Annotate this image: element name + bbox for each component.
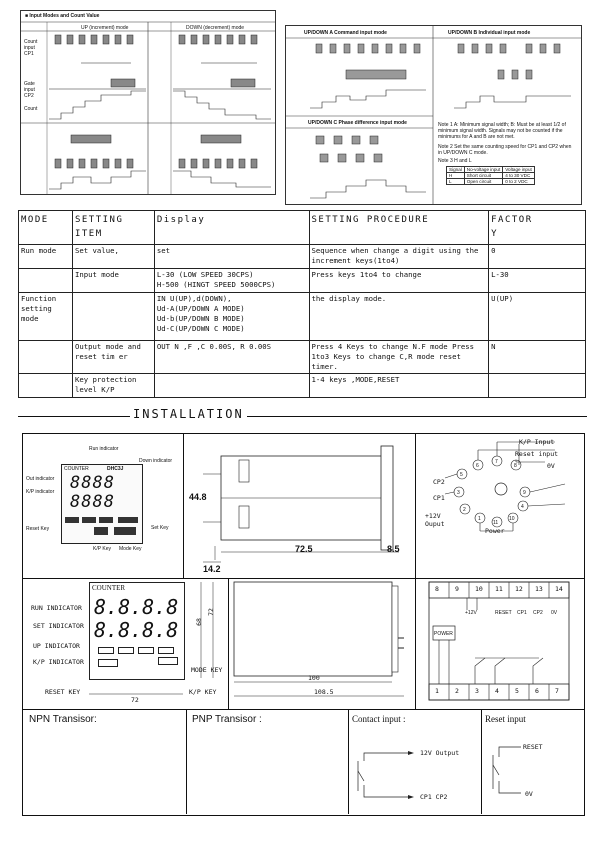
ud-a-title: UP/DOWN A Command input mode xyxy=(304,30,387,36)
head-factory-line2: Y xyxy=(491,229,499,239)
front2-counter-label: COUNTER xyxy=(92,584,126,592)
kp-key-label-2: K/P KEY xyxy=(189,688,217,696)
ud-b-title: UP/DOWN B Individual input mode xyxy=(448,30,531,36)
timing-waveforms xyxy=(21,11,275,194)
row5-factory xyxy=(489,374,586,398)
row1-mode: Run mode xyxy=(19,245,73,269)
front-key-set[interactable] xyxy=(118,517,138,523)
term-pin-6: 6 xyxy=(535,687,539,695)
row4-display: OUT N ,F ,C 0.00S, R 0.00S xyxy=(154,341,309,374)
row3-item xyxy=(72,293,154,341)
front-panel-cell xyxy=(23,434,184,579)
row4-factory: N xyxy=(489,341,586,374)
reset-0v: 0V xyxy=(525,790,533,798)
row2-procedure: Press keys 1to4 to change xyxy=(309,269,489,293)
installation-rule-left xyxy=(18,416,130,417)
pin-7: 7 xyxy=(495,459,498,465)
side2-depth: 100 xyxy=(308,674,320,682)
term-pin-13: 13 xyxy=(535,585,543,593)
out-indicator-label: Out indicator xyxy=(26,476,55,482)
count-input-label: Count input CP1 xyxy=(24,39,38,57)
set-indicator-label-2: SET INDICATOR xyxy=(33,622,84,630)
kp-indicator-label: K/P indicator xyxy=(26,489,55,495)
front-model-label: DHC3J xyxy=(107,466,124,472)
diagram-title-text: Input Modes and Count Value xyxy=(29,13,100,19)
front-panel-labeled-cell xyxy=(23,578,229,710)
term-label-cp2: CP2 xyxy=(533,610,543,616)
front-device xyxy=(61,464,143,544)
note-1: Note 1 A: Minimum signal width; B: Must be at least 1/2 of minimum signal width. Signals may not be counted if the minimums for A and B are not met. xyxy=(438,122,566,140)
pin-11: 11 xyxy=(493,520,499,526)
run-indicator-label-2: RUN INDICATOR xyxy=(31,604,82,612)
row2-mode xyxy=(19,269,73,293)
up-mode-label: UP (increment) mode xyxy=(81,25,129,31)
row2-item: Input mode xyxy=(72,269,154,293)
row1-factory: 0 xyxy=(489,245,586,269)
voltage-head: Voltage input xyxy=(503,167,535,173)
output-label: Ouput xyxy=(425,520,445,528)
pin-1: 1 xyxy=(478,516,481,522)
reset-input-label: Reset input xyxy=(515,450,559,458)
term-pin-14: 14 xyxy=(555,585,563,593)
row1-display: set xyxy=(154,245,309,269)
pin-3: 3 xyxy=(457,490,460,496)
row1-item: Set value, xyxy=(72,245,154,269)
head-setting xyxy=(72,211,154,245)
pnp-cell xyxy=(186,709,349,814)
note-2: Note 2 Set the same counting speed for CP1 and CP2 when in UP/DOWN C mode. xyxy=(438,144,572,156)
term-label-12v: +12V xyxy=(465,610,477,616)
dim-front: 14.2 xyxy=(203,564,221,574)
row2-factory: L-30 xyxy=(489,269,586,293)
front-key-mode[interactable] xyxy=(114,527,136,535)
side2-total: 108.5 xyxy=(314,688,334,696)
term-pin-9: 9 xyxy=(455,585,459,593)
term-power-label: POWER xyxy=(434,631,453,637)
npn-cell xyxy=(23,709,187,814)
contact-switch xyxy=(348,709,481,814)
contact-cp: CP1 CP2 xyxy=(420,793,448,801)
term-pin-11: 11 xyxy=(495,585,503,593)
front-display-1: 8888 xyxy=(70,473,115,493)
mode-key-label-2: MODE KEY xyxy=(191,666,223,674)
updown-modes-diagram xyxy=(285,25,582,205)
head-mode: MODE xyxy=(19,211,73,245)
updown-waveforms xyxy=(286,26,581,204)
note-3: Note 3 H and L xyxy=(438,158,472,164)
row5-display xyxy=(154,374,309,398)
kp-input-label: K/P Input xyxy=(519,438,555,446)
head-display: Display xyxy=(154,211,309,245)
front2-display-run: 8.8.8.8 xyxy=(94,595,179,619)
term-pin-7: 7 xyxy=(555,687,559,695)
term-pin-8: 8 xyxy=(435,585,439,593)
head-setting-line1: SETTING xyxy=(74,215,124,225)
term-label-cp1: CP1 xyxy=(517,610,527,616)
front-display-2: 8888 xyxy=(70,492,115,512)
cp2-label: CP2 xyxy=(433,478,445,486)
front-key-2[interactable] xyxy=(82,517,96,523)
side2-cell xyxy=(228,578,416,710)
installation-grid xyxy=(22,433,585,816)
zero-v-label: 0V xyxy=(547,462,555,470)
mode-key-label: Mode Key xyxy=(119,546,142,552)
front-key-reset[interactable] xyxy=(65,517,79,523)
kp-indicator-label-2: K/P INDICATOR xyxy=(33,658,84,666)
pin-6: 6 xyxy=(476,463,479,469)
dim-height: 44.8 xyxy=(189,492,207,502)
row4-item: Output mode and reset tim er xyxy=(72,341,154,374)
reset-cell xyxy=(481,709,584,814)
front2-height-inner: 68 xyxy=(194,618,203,626)
signal-h-v: 4 to 30 VDC xyxy=(503,173,535,179)
reset-label: RESET xyxy=(523,743,543,751)
term-pin-4: 4 xyxy=(495,687,499,695)
term-label-0v: 0V xyxy=(551,610,558,616)
row3-display: IN U(UP),d(DOWN), Ud-A(UP/DOWN A MODE) Ud-b(UP/DOWN B MODE) Ud-C(UP/DOWN C MODE) xyxy=(154,293,309,341)
signal-l-v: 0 to 2 VDC xyxy=(503,179,535,185)
setting-table xyxy=(18,210,586,398)
reset-key-label-2: RESET KEY xyxy=(45,688,81,696)
pnp-label: PNP Transisor : xyxy=(192,714,262,725)
contact-12v-output: 12V Output xyxy=(420,749,460,757)
gate-input-label: Gate input CP2 xyxy=(24,81,35,99)
dim-rear: 8.5 xyxy=(387,544,400,554)
row3-mode: Function setting mode xyxy=(19,293,73,341)
term-label-reset: RESET xyxy=(495,610,512,616)
dim-depth: 72.5 xyxy=(295,544,313,554)
pin-socket xyxy=(415,434,584,578)
terminal-top-pins xyxy=(435,585,575,593)
up-indicator-label-2: UP INDICATOR xyxy=(33,642,80,650)
head-procedure: SETTING PROCEDURE xyxy=(309,211,489,245)
row3-factory: U(UP) xyxy=(489,293,586,341)
row4-procedure: Press 4 Keys to change N.F mode Press 1to3 Keys to change C,R mode reset timer. xyxy=(309,341,489,374)
pin-8: 8 xyxy=(514,463,517,469)
reset-switch xyxy=(481,709,584,814)
head-factory xyxy=(489,211,586,245)
front2-display-set: 8.8.8.8 xyxy=(94,618,179,642)
front-counter-label: COUNTER xyxy=(64,466,89,472)
kp-key-label: K/P Key xyxy=(93,546,111,552)
npn-label: NPN Transisor: xyxy=(29,714,97,725)
run-indicator-label: Run indicator xyxy=(89,446,119,452)
pin-2: 2 xyxy=(463,507,466,513)
front-key-kp[interactable] xyxy=(94,527,108,535)
novoltage-head: No-voltage input xyxy=(464,167,502,173)
plus12v-label: +12V xyxy=(425,512,441,520)
signal-l-nv: Open circuit xyxy=(464,179,502,185)
row5-mode xyxy=(19,374,73,398)
contact-label: Contact input : xyxy=(352,714,406,724)
term-pin-1: 1 xyxy=(435,687,439,695)
cp1-label: CP1 xyxy=(433,494,445,502)
row5-item: Key protection level K/P xyxy=(72,374,154,398)
term-pin-10: 10 xyxy=(475,585,483,593)
row5-procedure: 1-4 keys ,MODE,RESET xyxy=(309,374,489,398)
contact-cell xyxy=(348,709,482,814)
row3-procedure: the display mode. xyxy=(309,293,489,341)
signal-h: H xyxy=(447,173,465,179)
signal-h-nv: Short circuit xyxy=(464,173,502,179)
row4-mode xyxy=(19,341,73,374)
term-pin-5: 5 xyxy=(515,687,519,695)
input-modes-diagram xyxy=(20,10,276,195)
front2-dim-lines xyxy=(23,578,228,709)
power-label: Power xyxy=(485,527,505,535)
front2-width: 72 xyxy=(131,696,139,704)
installation-title: INSTALLATION xyxy=(130,407,247,421)
ud-c-title: UP/DOWN C Phase difference input mode xyxy=(308,120,407,126)
side-dimension-cell xyxy=(183,434,416,579)
reset-input-title: Reset input xyxy=(485,714,526,724)
front-key-3[interactable] xyxy=(99,517,113,523)
reset-key-label: Reset Key xyxy=(26,526,50,532)
front2-height-outer: 72 xyxy=(206,608,215,616)
side-drawing xyxy=(183,434,415,578)
pin-5: 5 xyxy=(460,472,463,478)
term-pin-12: 12 xyxy=(515,585,523,593)
head-factory-line1: FACTOR xyxy=(491,215,533,225)
down-indicator-label: Down indicator xyxy=(139,458,173,464)
pin-9: 9 xyxy=(523,490,526,496)
pin-4: 4 xyxy=(521,504,524,510)
diagram-title: ■ Input Modes and Count Value xyxy=(25,13,100,19)
set-key-label: Set Key xyxy=(151,525,169,531)
terminal-cell xyxy=(415,578,584,710)
installation-rule-right xyxy=(245,416,587,417)
pin-10: 10 xyxy=(509,516,515,522)
signal-l: L xyxy=(447,179,465,185)
signal-head: Signal xyxy=(447,167,465,173)
term-pin-3: 3 xyxy=(475,687,479,695)
count-label: Count xyxy=(24,106,38,112)
head-setting-line2: ITEM xyxy=(74,229,103,239)
down-mode-label: DOWN (decrement) mode xyxy=(186,25,245,31)
pin-diagram-cell xyxy=(415,434,584,579)
row1-procedure: Sequence when change a digit using the increment keys(1to4) xyxy=(309,245,489,269)
term-pin-2: 2 xyxy=(455,687,459,695)
row2-display: L-30 (LOW SPEED 30CPS) H-500 (HINGT SPEED 5000CPS) xyxy=(154,269,309,293)
terminal-bottom-pins xyxy=(435,687,575,695)
